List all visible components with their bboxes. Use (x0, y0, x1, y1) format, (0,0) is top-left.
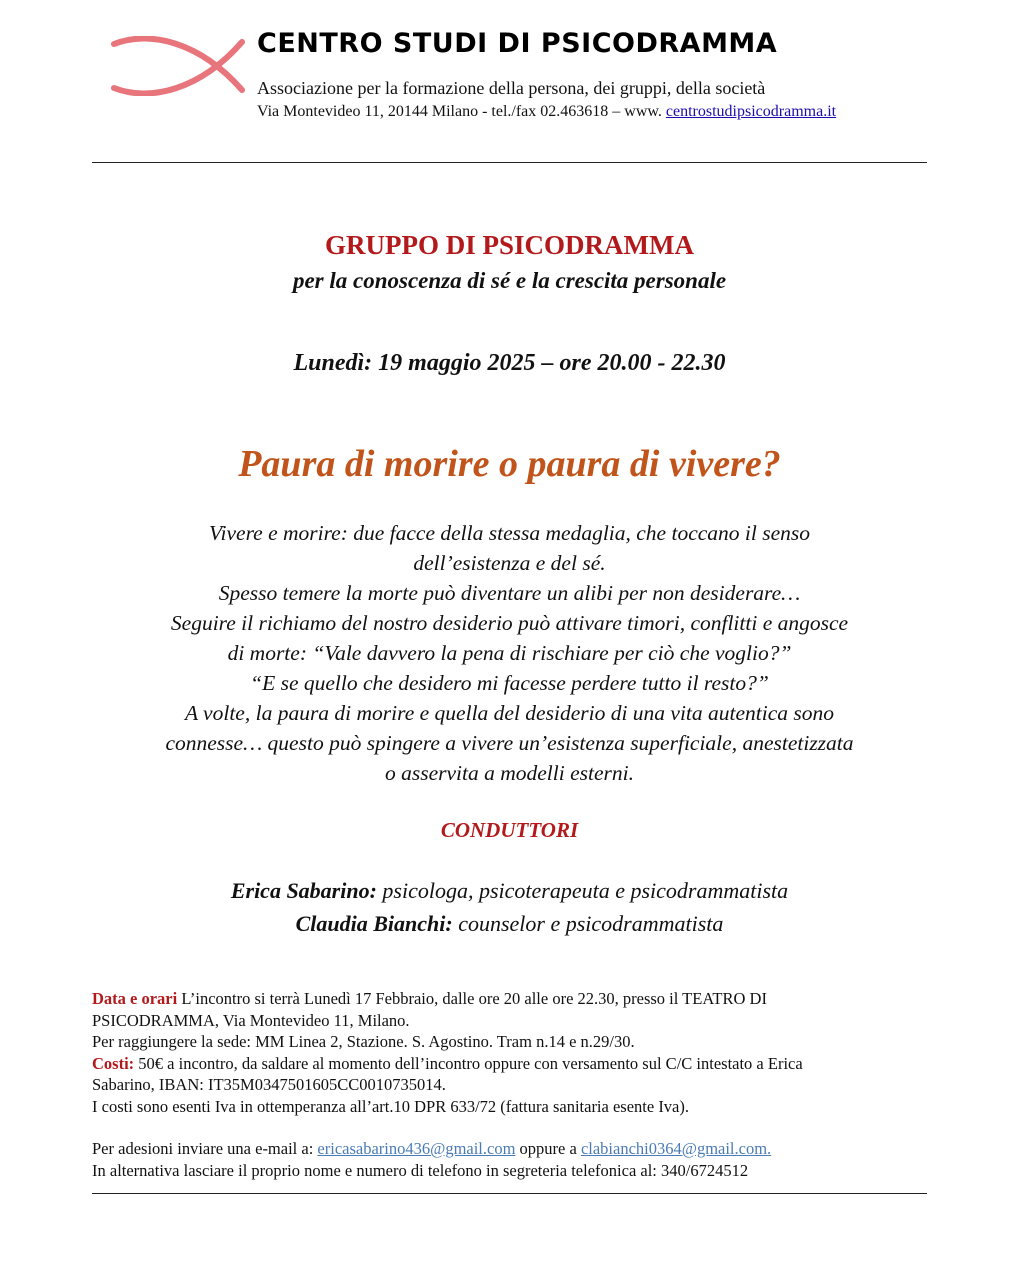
address-text: Via Montevideo 11, 20144 Milano - tel./fax 02.463618 – www. (257, 103, 666, 120)
costs-label: Costi: (92, 1053, 135, 1073)
email-link-1[interactable]: ericasabarino436@gmail.com (317, 1139, 516, 1158)
description-line: A volte, la paura di morire e quella del desiderio di una vita autentica sono (184, 701, 835, 725)
description-line: Spesso temere la morte può diventare un alibi per non desiderare… (218, 581, 801, 605)
description-line: o asservita a modelli esterni. (384, 761, 634, 785)
conductors-heading: CONDUTTORI (440, 818, 579, 842)
description-line: Vivere e morire: due facce della stessa medaglia, che toccano il senso (208, 521, 811, 545)
conductor-role: counselor e psicodrammatista (452, 911, 724, 936)
signup-mid: oppure a (515, 1139, 581, 1158)
dates-paragraph (92, 988, 927, 1010)
fish-logo-icon (110, 36, 248, 96)
org-name: CENTRO STUDI DI PSICODRAMMA (257, 28, 778, 59)
conductor-name: Erica Sabarino: (230, 878, 377, 903)
event-date: Lunedì: 19 maggio 2025 – ore 20.00 - 22.30 (293, 350, 726, 376)
org-address (257, 103, 836, 121)
signup-line (92, 1138, 927, 1160)
org-subtitle: Associazione per la formazione della persona, dei gruppi, della società (257, 78, 766, 98)
vat-note: I costi sono esenti Iva in ottemperanza all’art.10 DPR 633/72 (fattura sanitaria esente Iva). (92, 1096, 690, 1116)
group-subtitle: per la conoscenza di sé e la crescita personale (292, 268, 727, 293)
dates-text: L’incontro si terrà Lunedì 17 Febbraio, dalle ore 20 alle ore 22.30, presso il TEATRO DI (177, 989, 767, 1008)
directions: Per raggiungere la sede: MM Linea 2, Stazione. S. Agostino. Tram n.14 e n.29/30. (92, 1032, 635, 1051)
costs-text-2: Sabarino, IBAN: IT35M0347501605CC0010735014. (92, 1075, 446, 1094)
conductor-1 (0, 878, 1019, 904)
alt-contact: In alternativa lasciare il proprio nome e numero di telefono in segreteria telefonica al: 340/6724512 (92, 1160, 749, 1180)
conductor-role: psicologa, psicoterapeuta e psicodrammatista (376, 878, 789, 903)
description-line: di morte: “Vale davvero la pena di rischiare per ciò che voglio?” (227, 641, 792, 665)
group-title: GRUPPO DI PSICODRAMMA (325, 230, 694, 260)
top-divider (92, 162, 927, 163)
event-description (0, 518, 1019, 788)
signup-prefix: Per adesioni inviare una e-mail a: (92, 1139, 318, 1158)
description-line: Seguire il richiamo del nostro desiderio può attivare timori, conflitti e angosce (170, 611, 849, 635)
conductor-name: Claudia Bianchi: (295, 911, 453, 936)
practical-info (92, 988, 927, 1181)
dates-label: Data e orari (92, 989, 178, 1008)
costs-paragraph (92, 1053, 927, 1075)
website-link[interactable]: centrostudipsicodramma.it (665, 103, 837, 120)
description-line: connesse… questo può spingere a vivere un’esistenza superficiale, anestetizzata (165, 731, 854, 755)
costs-text: 50€ a incontro, da saldare al momento dell’incontro oppure con versamento sul C/C intestato a Erica (134, 1053, 803, 1073)
description-line: dell’esistenza e del sé. (413, 551, 606, 575)
bottom-divider (92, 1193, 927, 1194)
dates-text-2: PSICODRAMMA, Via Montevideo 11, Milano. (92, 1010, 410, 1030)
email-link-2[interactable]: clabianchi0364@gmail.com. (580, 1139, 772, 1158)
conductor-2 (0, 911, 1019, 937)
description-line: “E se quello che desidero mi facesse perdere tutto il resto?” (250, 671, 769, 695)
event-title: Paura di morire o paura di vivere? (238, 443, 781, 485)
